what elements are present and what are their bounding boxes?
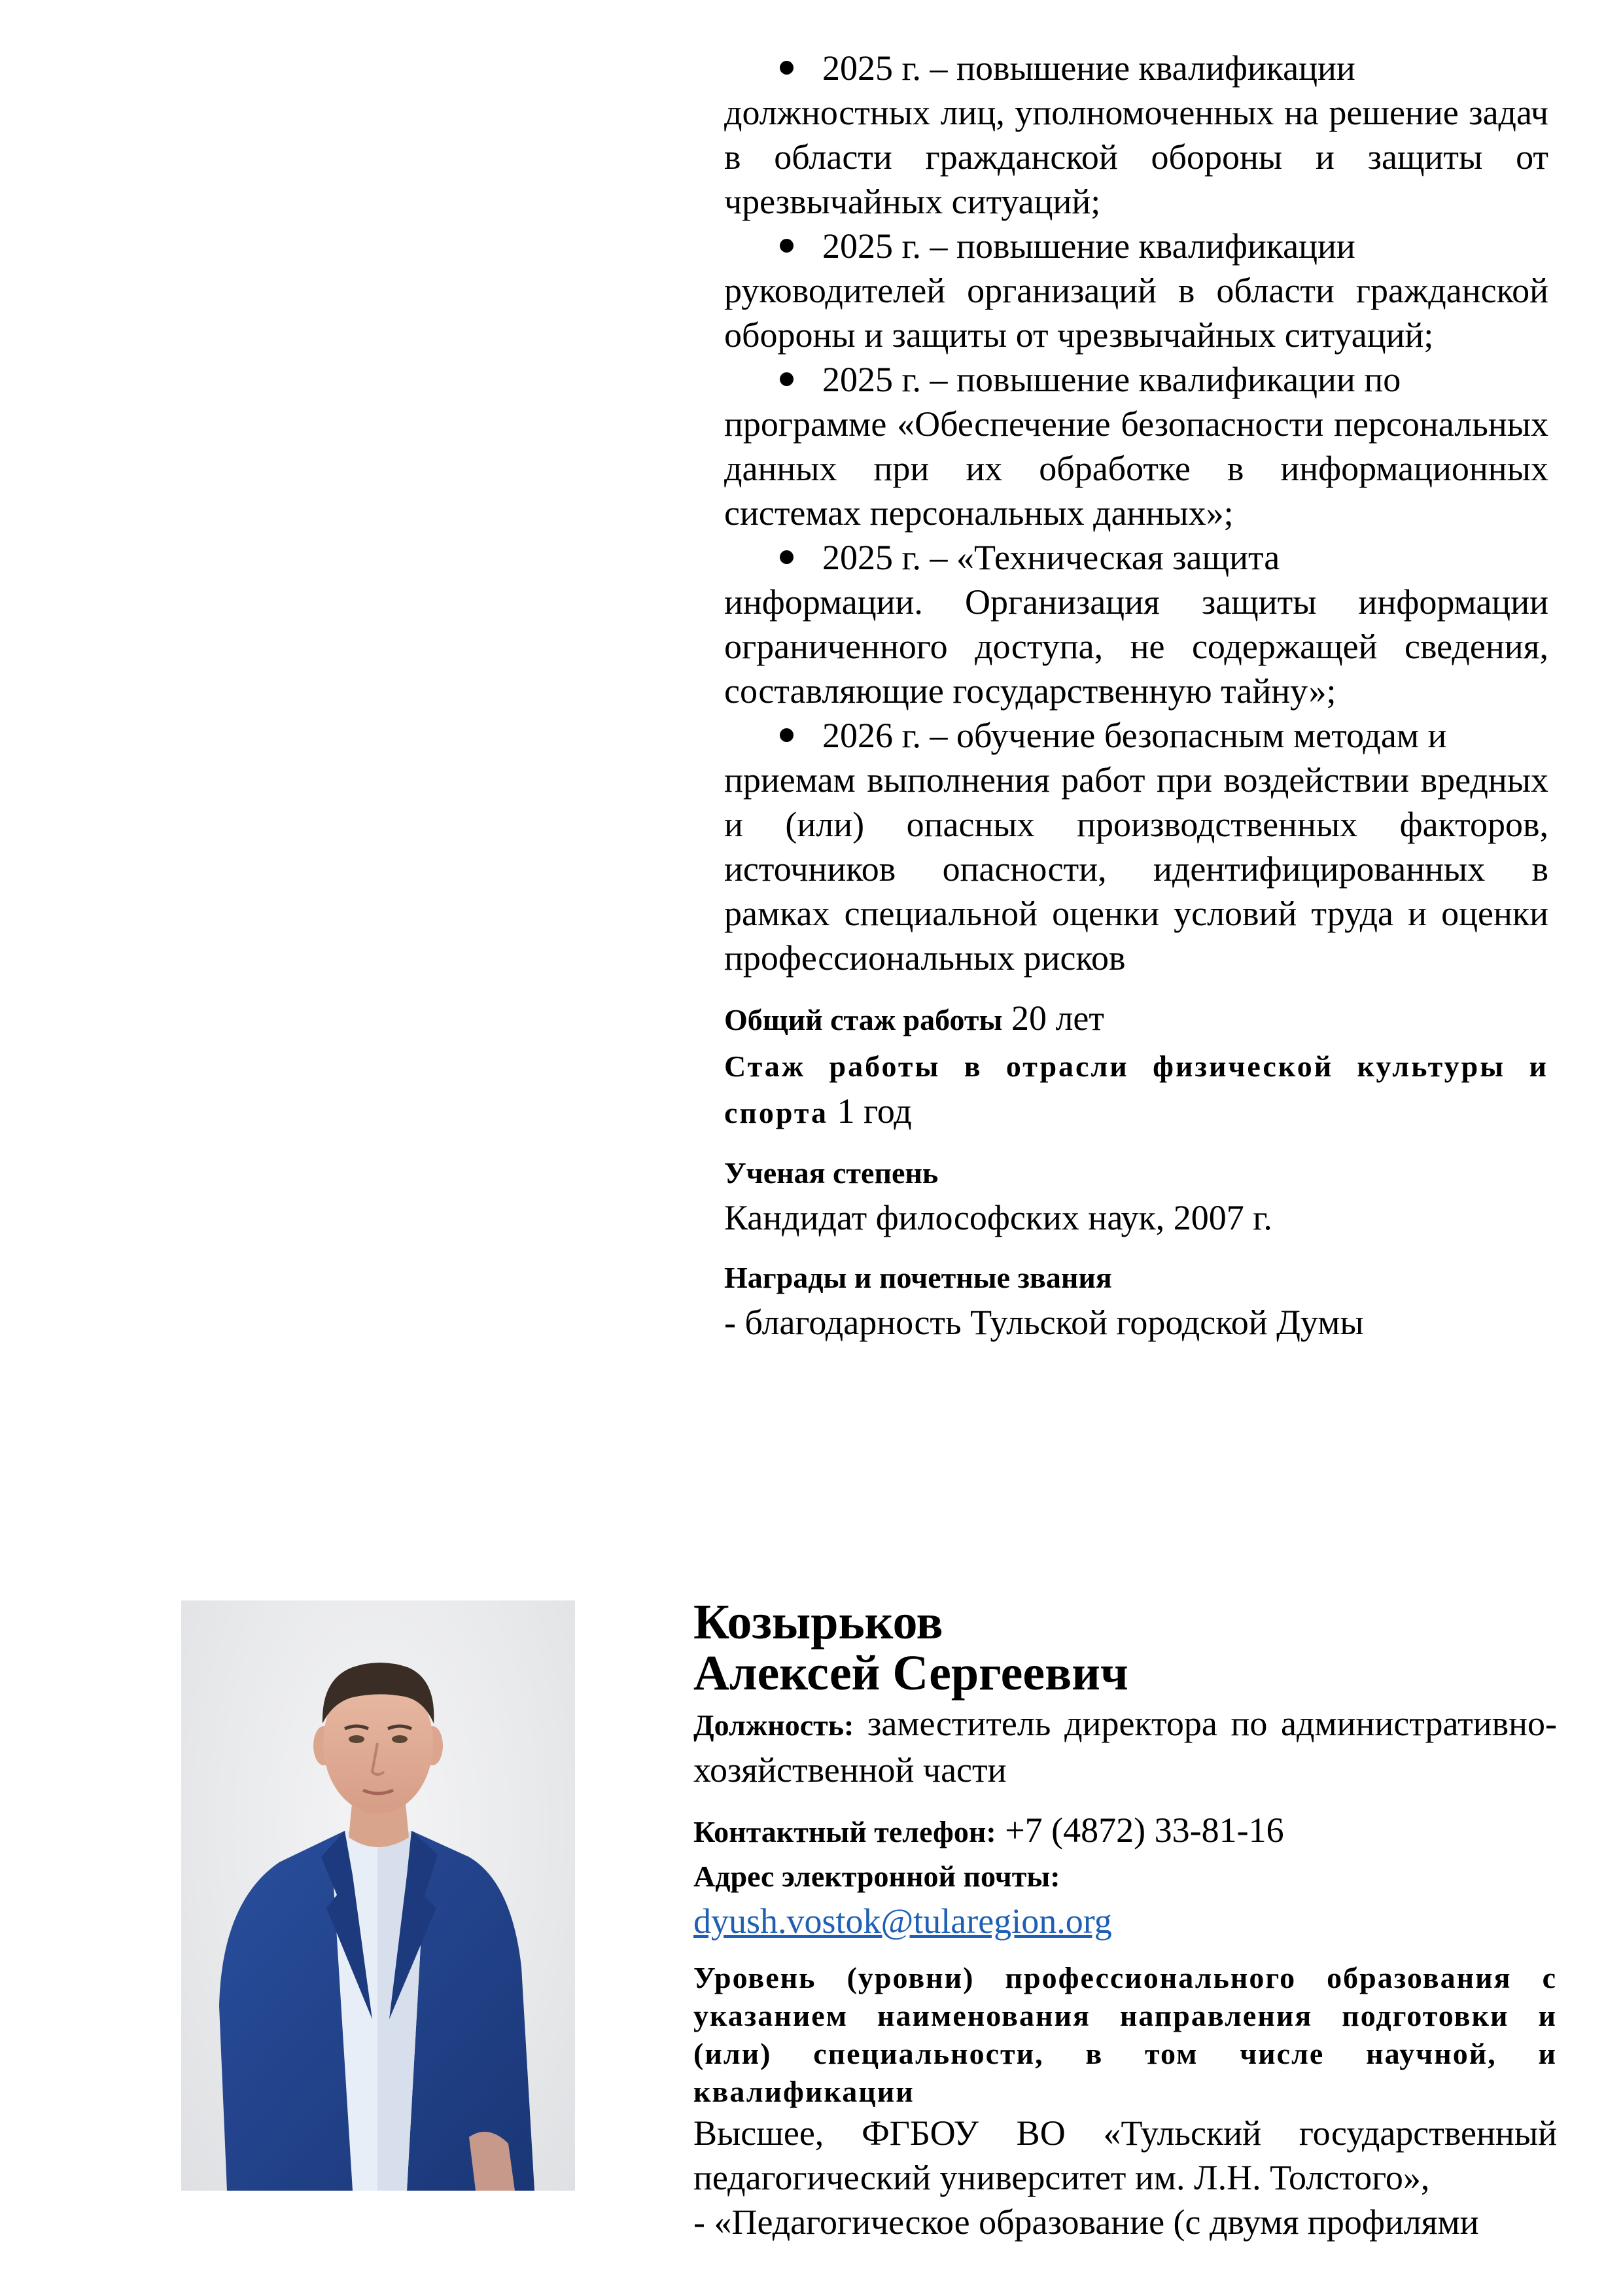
sport-experience: [724, 1042, 1548, 1135]
education-label: Уровень (уровни) профессионального образования с указанием наименования направления подготовки и (или) специальности, в том числе научной, и квалификации: [693, 1961, 1557, 2108]
qualifications-column: [724, 46, 1548, 1345]
degree-value: Кандидат философских наук, 2007 г.: [724, 1198, 1272, 1237]
degree-label: Ученая степень: [724, 1156, 939, 1190]
phone-value: +7 (4872) 33-81-16: [1005, 1810, 1284, 1850]
qualification-item: [724, 224, 1548, 357]
sport-experience-label: Стаж работы в отрасли физической культуры и спорта: [724, 1050, 1548, 1129]
email-link[interactable]: dyush.vostok@tularegion.org: [693, 1901, 1112, 1941]
portrait-illustration: [181, 1600, 575, 2191]
qualification-first-line: 2026 г. – обучение безопасным методам и: [822, 716, 1447, 755]
qualification-text: приемам выполнения работ при воздействии вредных и (или) опасных производственных факторов, источников опасности, идентифицированных в рамках специальной оценки условий труда и оценки профессиональных рисков: [724, 760, 1548, 978]
qualification-item: [724, 713, 1548, 980]
qualification-item: [724, 357, 1548, 535]
person-last-name: Козырьков: [693, 1595, 943, 1650]
total-experience: [724, 996, 1548, 1042]
bullet-icon: [780, 61, 794, 75]
position-label: Должность:: [693, 1708, 854, 1742]
bullet-icon: [780, 728, 794, 742]
person-info-column: [693, 1597, 1557, 2244]
qualification-text: программе «Обеспечение безопасности персональных данных при их обработке в информационных системах персональных данных»;: [724, 404, 1548, 533]
qualification-first-line: 2025 г. – повышение квалификации: [822, 226, 1355, 266]
phone: [693, 1808, 1557, 1854]
qualification-first-line: 2025 г. – повышение квалификации: [822, 48, 1355, 88]
bullet-icon: [780, 550, 794, 564]
bullet-icon: [780, 372, 794, 386]
position: [693, 1701, 1557, 1792]
phone-label: Контактный телефон:: [693, 1815, 996, 1848]
qualification-text: информации. Организация защиты информации ограниченного доступа, не содержащей сведения, составляющие государственную тайну»;: [724, 582, 1548, 711]
total-experience-label: Общий стаж работы: [724, 1003, 1003, 1036]
qualification-text: руководителей организаций в области гражданской обороны и защиты от чрезвычайных ситуаций;: [724, 271, 1548, 355]
awards-value: - благодарность Тульской городской Думы: [724, 1303, 1364, 1342]
email-label: Адрес электронной почты:: [693, 1860, 1060, 1893]
person-first-middle-name: Алексей Сергеевич: [693, 1646, 1128, 1701]
bullet-icon: [780, 239, 794, 253]
qualification-first-line: 2025 г. – «Техническая защита: [822, 538, 1280, 577]
position-value: заместитель директора по административно-хозяйственной части: [693, 1704, 1557, 1790]
qualification-item: [724, 535, 1548, 713]
qualification-first-line: 2025 г. – повышение квалификации по: [822, 360, 1401, 399]
awards-label: Награды и почетные звания: [724, 1261, 1112, 1294]
qualification-text: должностных лиц, уполномоченных на решение задач в области гражданской обороны и защиты от чрезвычайных ситуаций;: [724, 93, 1548, 221]
education-program: - «Педагогическое образование (с двумя профилями: [693, 2202, 1479, 2242]
qualification-item: [724, 46, 1548, 224]
total-experience-value: 20 лет: [1011, 998, 1104, 1038]
education-institution: Высшее, ФГБОУ ВО «Тульский государственный педагогический университет им. Л.Н. Толстого»,: [693, 2113, 1557, 2197]
portrait-photo: [181, 1600, 575, 2191]
sport-experience-value: 1 год: [837, 1091, 912, 1131]
